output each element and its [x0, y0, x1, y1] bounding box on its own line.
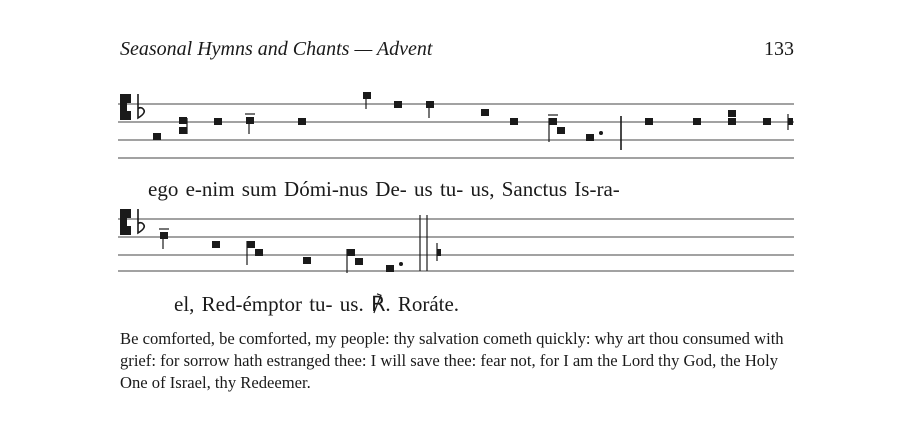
translation-paragraph: Be comforted, be comforted, my people: thy salvation cometh quickly: why art thou consumed with grief: for sorrow hath estranged thee: I will save thee: fear not, for I am the Lord thy God, the Holy One of Israel, thy Redeemer. — [120, 329, 784, 392]
lyric-line-2: el, Red-émptor tu- us. ℟. Roráte. — [174, 292, 460, 316]
chant-staff-1 — [118, 90, 794, 160]
page-number: 133 — [764, 38, 794, 60]
do-clef-icon — [120, 94, 131, 120]
staff-lines — [118, 104, 794, 158]
neumes — [159, 215, 441, 273]
flat-sign-icon — [138, 209, 144, 233]
neumes — [153, 92, 793, 150]
running-header-title: Seasonal Hymns and Chants — Advent — [120, 38, 433, 60]
flat-sign-icon — [138, 94, 144, 118]
chant-staff-2 — [118, 205, 794, 275]
do-clef-icon — [120, 209, 131, 235]
lyric-line-1: ego e-nim sum Dómi-nus De- us tu- us, Sanctus Is-ra- — [148, 177, 620, 201]
